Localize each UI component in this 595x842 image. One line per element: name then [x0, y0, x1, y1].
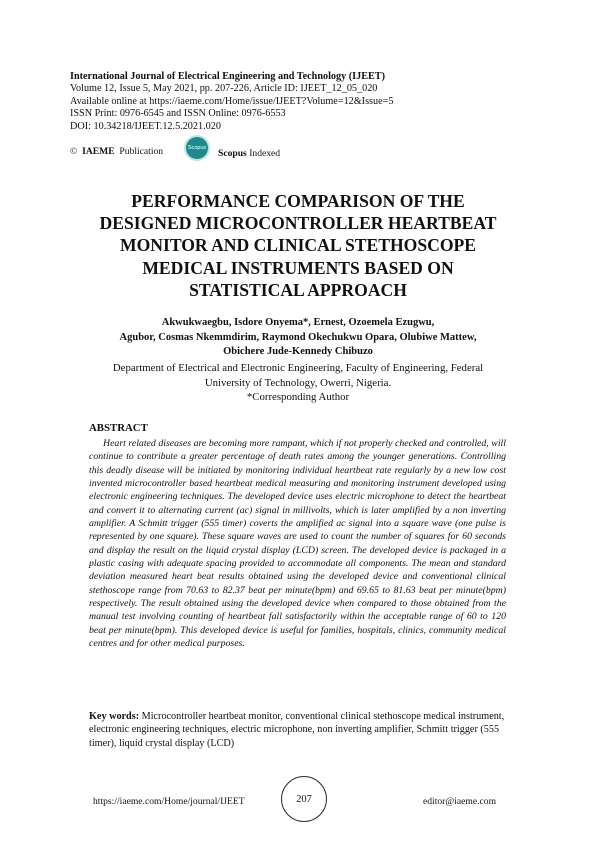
affiliation — [80, 361, 516, 405]
affiliation-line: Department of Electrical and Electronic Engineering, Faculty of Engineering, Federal — [112, 362, 484, 374]
author-list — [80, 316, 516, 360]
indexed-name: Scopus — [218, 148, 247, 159]
author-line: Agubor, Cosmas Nkemmdirim, Raymond Okechukwu Opara, Olubiwe Mattew, — [119, 331, 477, 343]
title-line: MONITOR AND CLINICAL STETHOSCOPE — [119, 235, 477, 256]
journal-name: International Journal of Electrical Engineering and Technology (IJEET) — [70, 71, 385, 82]
issn-info: ISSN Print: 0976-6545 and ISSN Online: 0976-6553 — [70, 108, 286, 120]
title-line: DESIGNED MICROCONTROLLER HEARTBEAT — [99, 213, 497, 234]
publisher-label: Publication — [119, 146, 164, 157]
author-line: Akwukwaegbu, Isdore Onyema*, Ernest, Ozoemela Ezugwu, — [161, 317, 435, 328]
indexing-info — [218, 148, 280, 159]
title-line: STATISTICAL APPROACH — [189, 279, 407, 300]
publisher-name: IAEME — [82, 146, 115, 157]
online-availability: Available online at https://iaeme.com/Home/issue/IJEET?Volume=12&Issue=5 — [70, 95, 394, 107]
title-line: PERFORMANCE COMPARISON OF THE — [131, 191, 465, 211]
keywords-label: Key words: — [89, 711, 140, 722]
affiliation-line: University of Technology, Owerri, Nigeria. — [204, 376, 392, 389]
footer-journal-link[interactable]: https://iaeme.com/Home/journal/IJEET — [93, 796, 245, 807]
publisher-row — [70, 146, 163, 157]
author-line: Obichere Jude-Kennedy Chibuzo — [223, 346, 373, 358]
corresponding-author-note: *Corresponding Author — [246, 391, 350, 404]
indexed-label: Indexed — [249, 148, 281, 159]
abstract-text: Heart related diseases are becoming more rampant, which if not properly checked and controlled, will continue to contribute a greater percentage of death rates among the younger generations. Controlling this deadly disease will be initiated by monitoring individual heartbeat rate regularly by a new low cost invented microcontroller based heartbeat medical measuring and monitoring instrument developed using electronic engineering techniques. The developed device uses electric microphone to detect the heartbeat and convert it to alternating current (ac) signal in millivolts, which is later amplified by a non inverting amplifier. A Schmitt trigger (555 timer) coverts the amplified ac signal into a square wave (one pulse is represented by one square). These square waves are used to count the number of squares for 60 seconds and display the result on the liquid crystal display (LCD) screen. The developed device is packaged in a plastic casing with adequate spacing provided to accommodate all components. The mean and standard deviation measured heart beat results obtained using the developed device and conventional clinical stethoscope range from 70.63 to 82.37 beat per minute(bpm) and 69.65 to 81.63 beat per minute(bpm) respectively. The result obtained using the developed device when compared to those obtained from the manual test involving counting of heartbeat fall satisfactorily within the acceptable range of 60 to 120 beat per minute(bpm). This developed device is useful for families, hospitals, clinics, community medical centres and for other medical purposes. — [89, 438, 506, 650]
paper-title — [60, 190, 536, 301]
page-number: 207 — [281, 776, 327, 822]
abstract-heading: ABSTRACT — [89, 422, 148, 434]
footer-email[interactable]: editor@iaeme.com — [423, 796, 497, 807]
keywords — [89, 710, 506, 750]
doi-info: DOI: 10.34218/IJEET.12.5.2021.020 — [70, 120, 221, 132]
copyright-symbol: © — [70, 146, 78, 157]
journal-header — [70, 71, 393, 133]
scopus-logo-icon: Scopus — [186, 137, 208, 159]
title-line: MEDICAL INSTRUMENTS BASED ON — [142, 257, 454, 278]
issue-info: Volume 12, Issue 5, May 2021, pp. 207-226, Article ID: IJEET_12_05_020 — [70, 83, 378, 95]
keywords-text: Microcontroller heartbeat monitor, conventional clinical stethoscope medical instrument, electronic engineering techniques, electric microphone, non inverting amplifier, Schmitt trigger (555 timer), liquid crystal display (LCD) — [89, 711, 505, 749]
